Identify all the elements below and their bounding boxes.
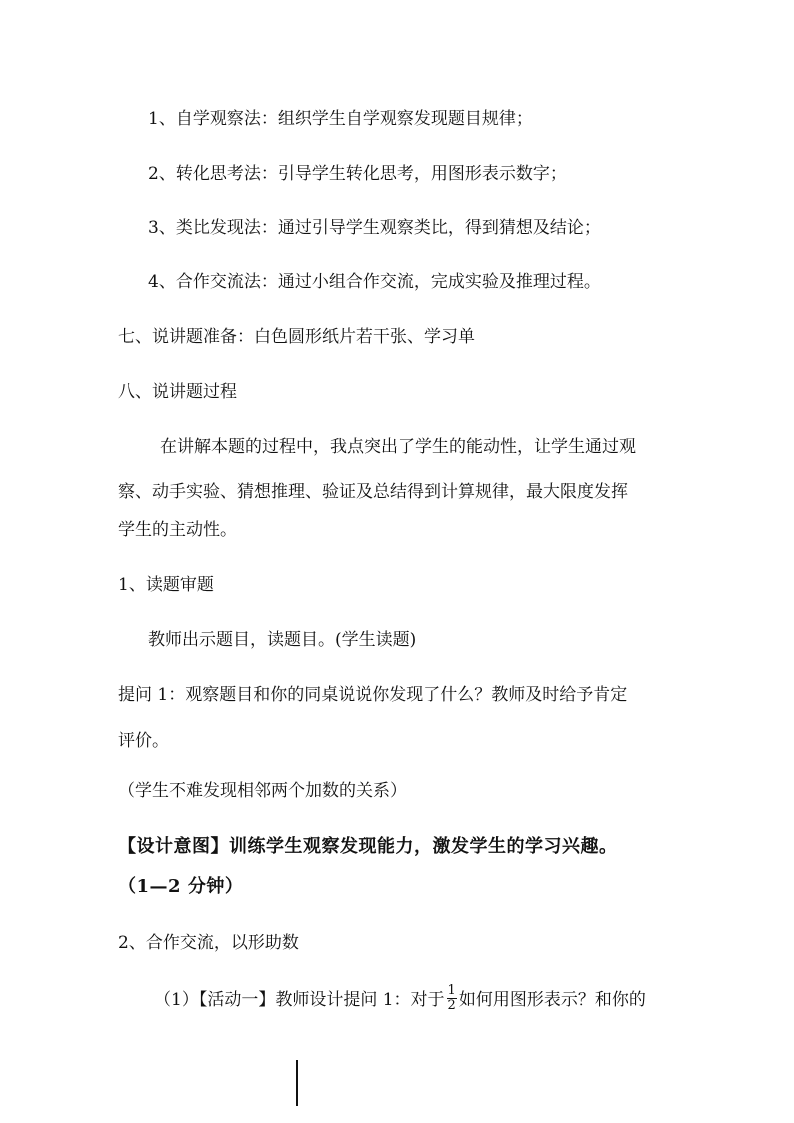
section-8-heading: 八、说讲题过程 (118, 382, 237, 402)
design-intent-line-2: （1—2 分钟） (118, 876, 244, 897)
text-cursor (296, 1060, 298, 1106)
step-1-text: 教师出示题目，读题目。(学生读题) (148, 630, 417, 650)
method-2: 2、转化思考法：引导学生转化思考，用图形表示数字； (148, 164, 567, 184)
fraction-numerator: 1 (447, 983, 456, 998)
design-intent-line-1: 【设计意图】训练学生观察发现能力，激发学生的学习兴趣。 (118, 836, 618, 857)
step-2-heading: 2、合作交流，以形助数 (118, 933, 299, 953)
question-1-line-1: 提问 1：观察题目和你的同桌说说你发现了什么？教师及时给予肯定 (118, 685, 628, 705)
intro-line-2: 察、动手实验、猜想推理、验证及总结得到计算规律，最大限度发挥 (118, 482, 628, 502)
method-3: 3、类比发现法：通过引导学生观察类比，得到猜想及结论； (148, 218, 601, 238)
intro-line-3: 学生的主动性。 (118, 520, 237, 540)
activity-1-before: （1）【活动一】教师设计提问 1：对于 (154, 990, 445, 1010)
method-1: 1、自学观察法：组织学生自学观察发现题目规律； (148, 109, 533, 129)
section-7-heading: 七、说讲题准备：白色圆形纸片若干张、学习单 (118, 327, 475, 347)
intro-line-1: 在讲解本题的过程中，我点突出了学生的能动性，让学生通过观 (160, 437, 636, 457)
question-1-line-2: 评价。 (118, 731, 169, 751)
fraction-denominator: 2 (447, 998, 456, 1013)
step-1-heading: 1、读题审题 (118, 575, 214, 595)
fraction-one-half (447, 984, 457, 1013)
student-note: （学生不难发现相邻两个加数的关系） (118, 781, 407, 801)
method-4: 4、合作交流法：通过小组合作交流，完成实验及推理过程。 (148, 272, 601, 292)
activity-1-line (154, 983, 646, 1015)
activity-1-after: 如何用图形表示？和你的 (458, 990, 646, 1010)
